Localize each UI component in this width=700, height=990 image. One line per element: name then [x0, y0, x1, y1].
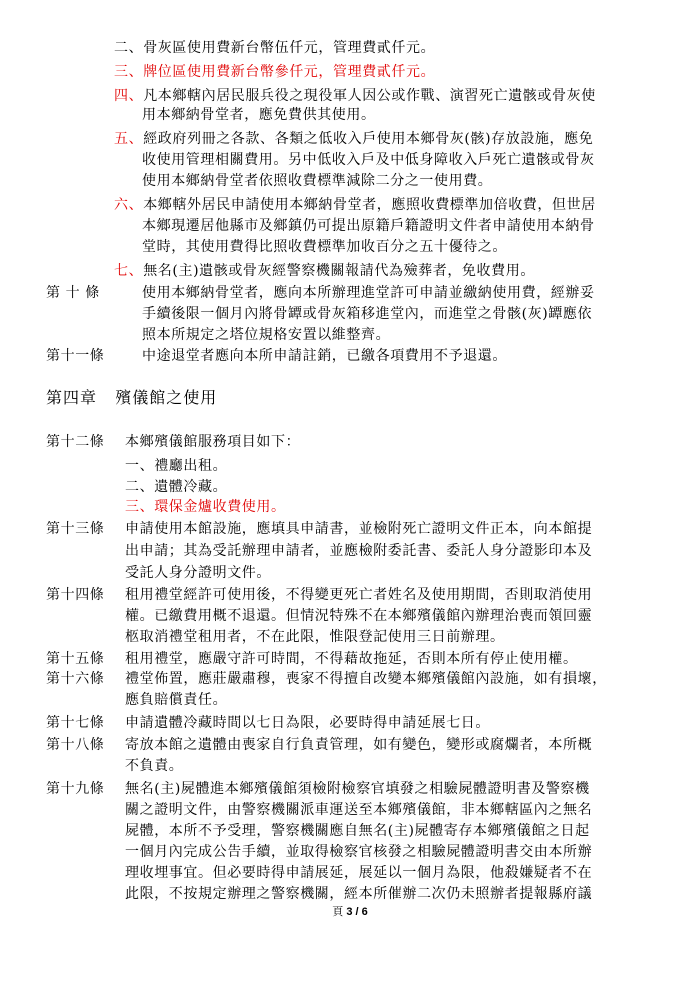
article-label: 第十一條 — [46, 348, 105, 364]
article-text: 本鄉殯儀館服務項目如下： — [125, 434, 301, 450]
article-text: 照本所規定之塔位規格安置以維整齊。 — [142, 327, 391, 343]
service-item: 二、遺體冷藏。 — [125, 479, 228, 495]
article-text: 租用禮堂，應嚴守許可時間，不得藉故拖延，否則本所有停止使用權。 — [125, 651, 578, 667]
list-item-highlighted: 三、牌位區使用費新台幣參仟元，管理費貳仟元。 — [114, 64, 436, 80]
article-text: 寄放本館之遺體由喪家自行負責管理，如有變色，變形或腐爛者，本所概 — [125, 737, 593, 753]
article-text: 柩取消禮堂租用者，不在此限，惟限登記使用三日前辦理。 — [125, 629, 505, 645]
article-text: 此限，不按規定辦理之警察機關，經本所催辦二次仍未照辦者提報縣府議 — [125, 886, 593, 902]
page-label: 頁 — [332, 906, 344, 918]
article-text: 屍體，本所不予受理，警察機關應自無名(主)屍體寄存本鄉殯儀館之日起 — [125, 823, 590, 839]
article-text: 關之證明文件，由警察機關派車運送至本鄉殯儀館，非本鄉轄區內之無名 — [125, 802, 593, 818]
article-text: 受託人身分證明文件。 — [125, 565, 271, 581]
page-footer — [0, 903, 700, 919]
article-text: 無名(主)屍體進本鄉殯儀館須檢附檢察官填發之相驗屍體證明書及警察機 — [125, 781, 590, 797]
article-label: 第十八條 — [46, 737, 105, 753]
article-text: 申請使用本館設施，應填具申請書，並檢附死亡證明文件正本，向本館提 — [125, 521, 593, 537]
article-text: 使用本鄉納骨堂者，應向本所辦理進堂許可申請並繳納使用費，經辦妥 — [142, 285, 595, 301]
service-item-highlighted: 三、環保金爐收費使用。 — [125, 499, 286, 515]
list-item: 四、凡本鄉轄內居民服兵役之現役軍人因公或作戰、演習死亡遺骸或骨灰使 — [114, 88, 596, 104]
list-item-cont: 收使用管理相關費用。另中低收入戶及中低身障收入戶死亡遺骸或骨灰 — [142, 152, 595, 168]
list-item-cont: 使用本鄉納骨堂者依照收費標準減除二分之一使用費。 — [142, 173, 493, 189]
article-label: 第十七條 — [46, 715, 105, 731]
article-text: 中途退堂者應向本所申請註銷，已繳各項費用不予退還。 — [142, 348, 507, 364]
list-item-cont: 本鄉現遷居他縣市及鄉鎮仍可提出原籍戶籍證明文件者申請使用本納骨 — [142, 218, 595, 234]
list-item: 二、骨灰區使用費新台幣伍仟元，管理費貳仟元。 — [114, 40, 436, 56]
article-text: 手續後限一個月內將骨罈或骨灰箱移進堂內，而進堂之骨骸(灰)罈應依 — [142, 306, 593, 322]
article-text: 出申請；其為受託辦理申請者，並應檢附委託書、委託人身分證影印本及 — [125, 543, 593, 559]
list-item-cont: 用本鄉納骨堂者，應免費供其使用。 — [142, 107, 376, 123]
article-text: 租用禮堂經許可使用後，不得變更死亡者姓名及使用期間，否則取消使用 — [125, 587, 593, 603]
article-text: 一個月內完成公告手續，並取得檢察官核發之相驗屍體證明書交由本所辦 — [125, 844, 593, 860]
article-text: 應負賠償責任。 — [125, 692, 228, 708]
article-text: 申請遺體冷藏時間以七日為限，必要時得申請延展七日。 — [125, 715, 490, 731]
article-label: 第十九條 — [46, 781, 105, 797]
article-text: 禮堂佈置，應莊嚴肅穆，喪家不得擅自改變本鄉殯儀館內設施，如有損壞， — [125, 671, 607, 687]
article-label: 第 十 條 — [46, 285, 100, 301]
list-item: 六、本鄉轄外居民申請使用本鄉納骨堂者，應照收費標準加倍收費，但世居 — [114, 197, 596, 213]
article-label: 第十六條 — [46, 671, 105, 687]
list-item: 五、經政府列冊之各款、各類之低收入戶使用本鄉骨灰(骸)存放設施，應免 — [114, 131, 594, 147]
article-label: 第十五條 — [46, 651, 105, 667]
article-label: 第十三條 — [46, 521, 105, 537]
article-text: 不負責。 — [125, 758, 184, 774]
list-item: 七、無名(主)遺骸或骨灰經警察機關報請代為殮葬者，免收費用。 — [114, 263, 535, 279]
page-number: 3 / 6 — [346, 906, 368, 918]
article-text: 權。已繳費用概不退還。但情況特殊不在本鄉殯儀館內辦理治喪而領回靈 — [125, 608, 593, 624]
article-label: 第十二條 — [46, 434, 105, 450]
list-item-cont: 堂時，其使用費得比照收費標準加收百分之五十優待之。 — [142, 239, 507, 255]
article-text: 理收埋事宜。但必要時得申請展延，展延以一個月為限，他殺嫌疑者不在 — [125, 865, 593, 881]
article-label: 第十四條 — [46, 587, 105, 603]
chapter-heading: 第四章 殯儀館之使用 — [46, 388, 218, 407]
service-item: 一、禮廳出租。 — [125, 458, 228, 474]
